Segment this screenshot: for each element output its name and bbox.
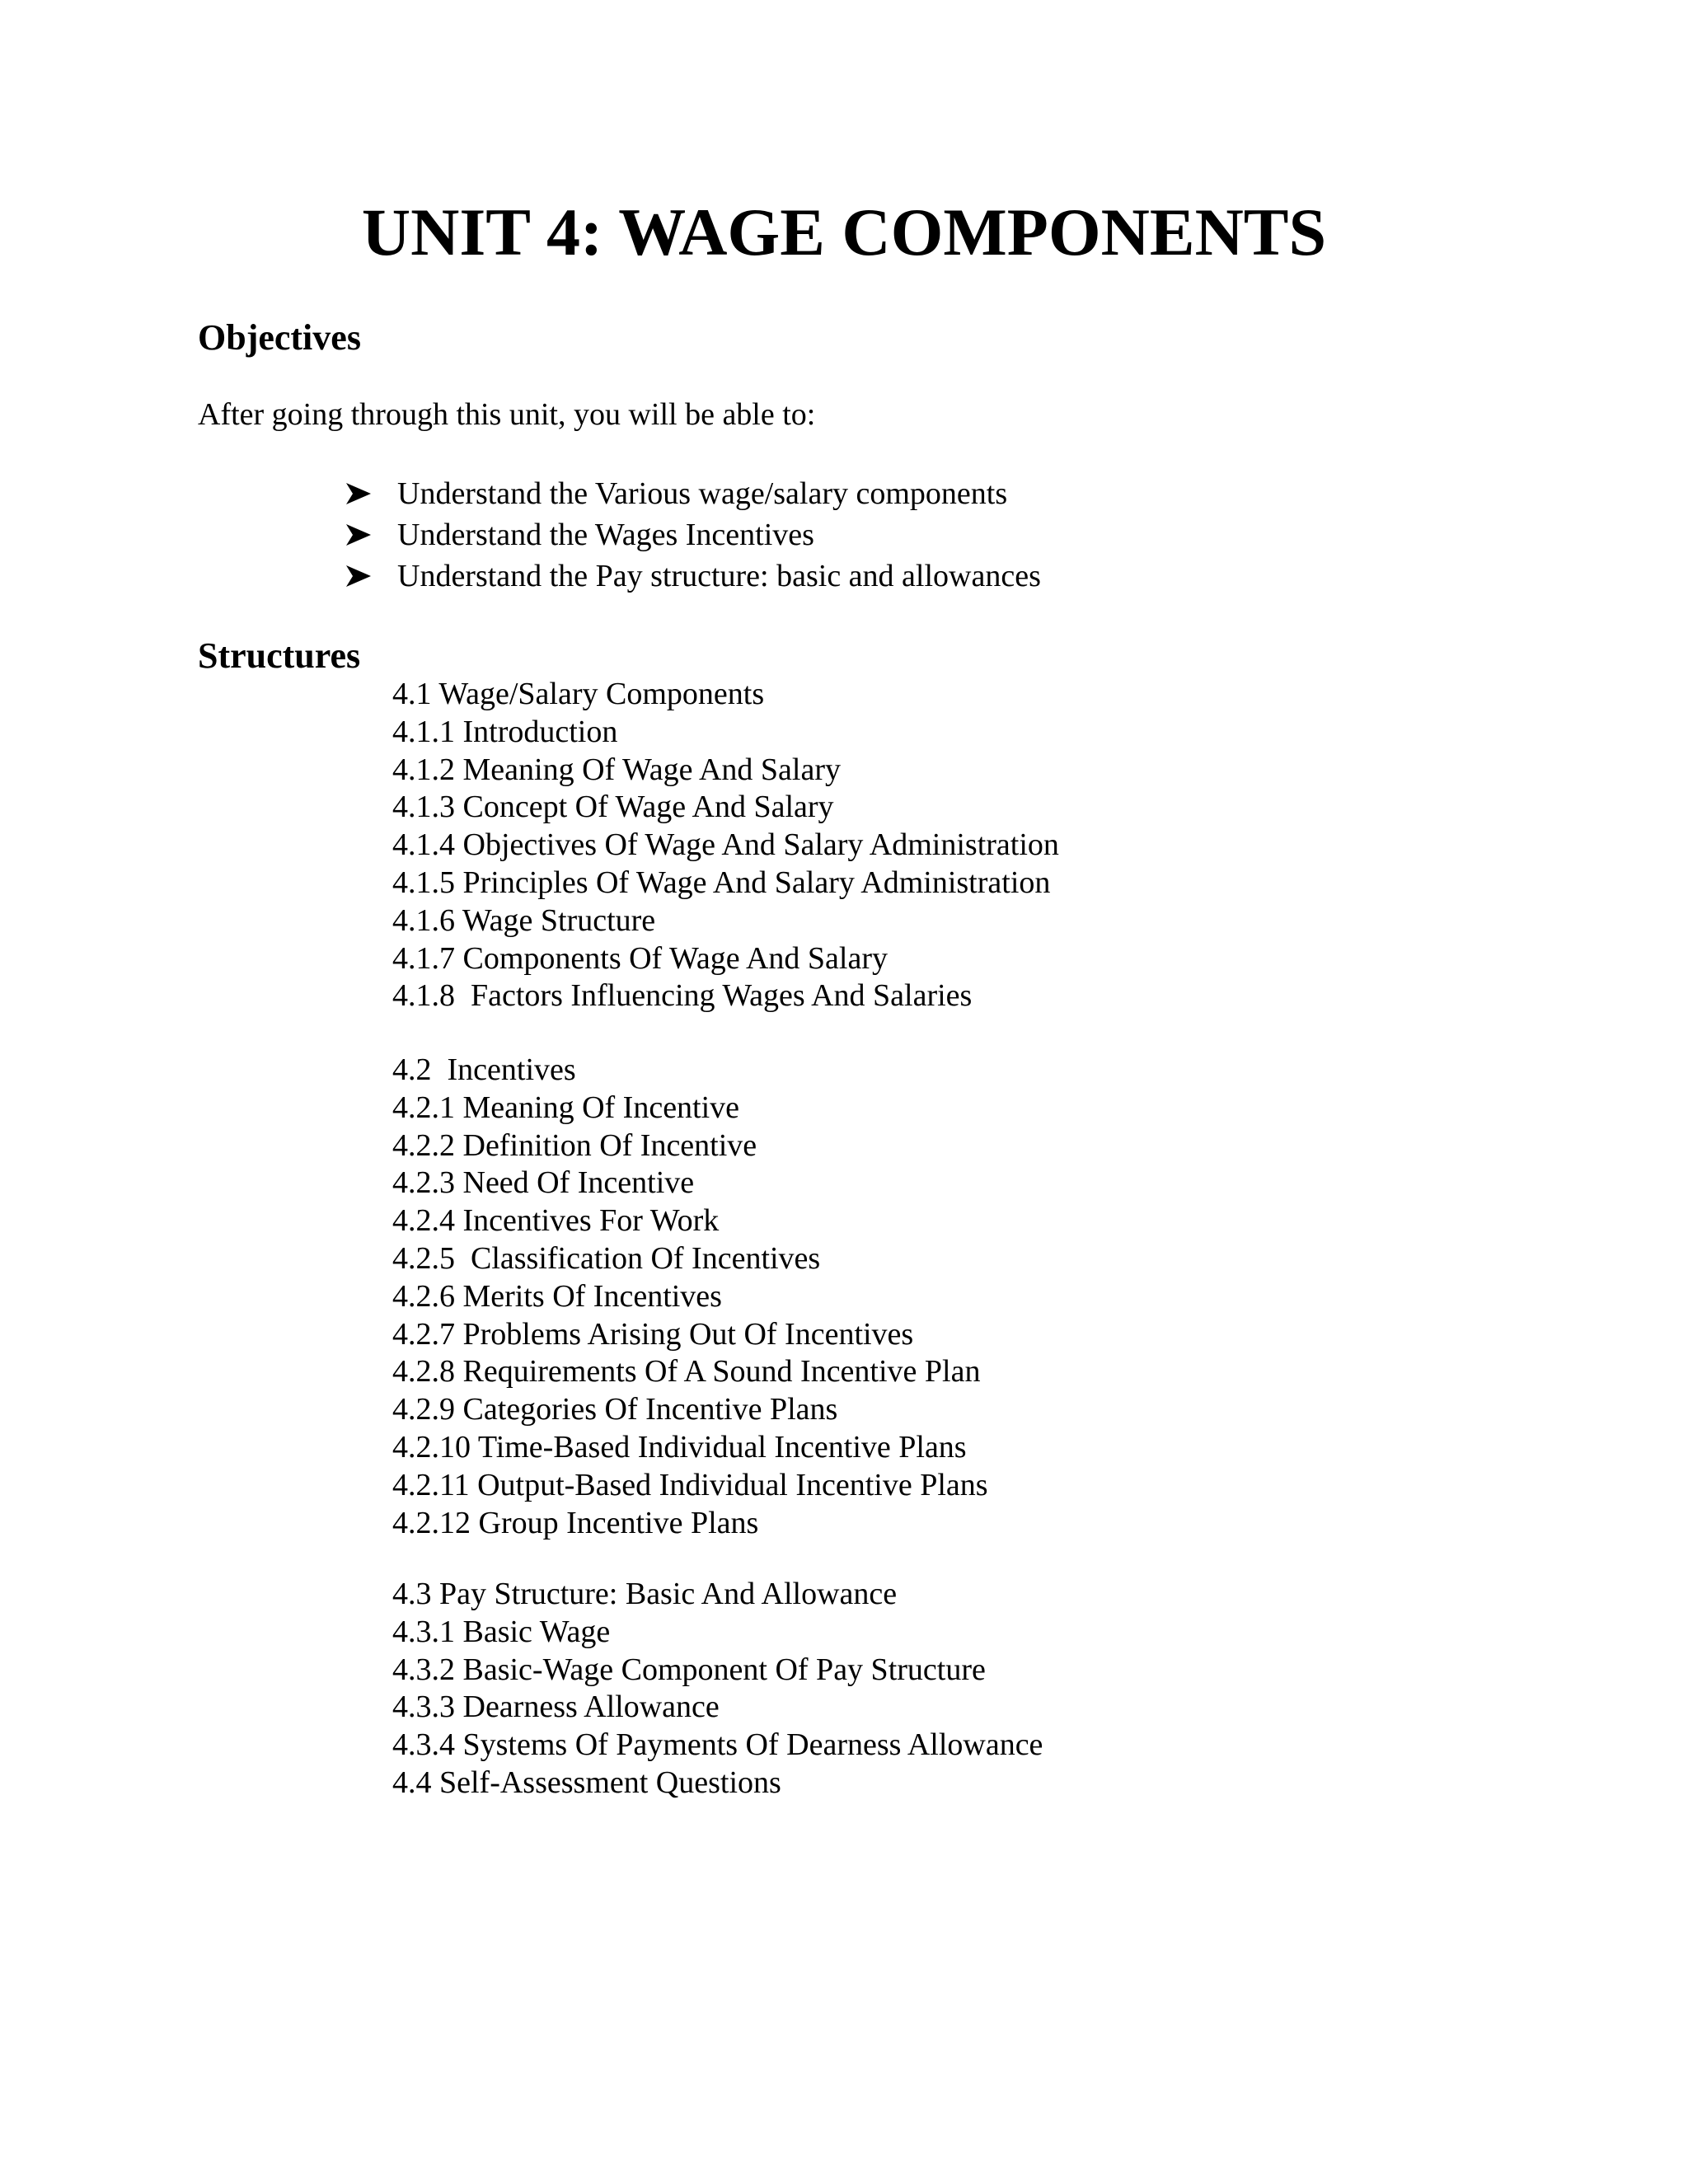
objective-item (345, 473, 1041, 514)
objective-text: Understand the Pay structure: basic and allowances (397, 559, 1041, 593)
toc-entry: 4.1.6 Wage Structure (392, 902, 656, 938)
toc-entry: 4.1 Wage/Salary Components (392, 677, 765, 711)
toc-entry: 4.1.7 Components Of Wage And Salary (392, 940, 889, 976)
toc-group-incentives (392, 1052, 988, 1542)
page-title: UNIT 4: WAGE COMPONENTS (361, 194, 1327, 269)
objective-text: Understand the Wages Incentives (397, 518, 814, 552)
toc-entry: 4.1.8 Factors Influencing Wages And Salaries (392, 978, 973, 1014)
objective-item (345, 555, 1041, 597)
objectives-intro: After going through this unit, you will be able to: (198, 397, 816, 432)
toc-entry: 4.2 Incentives (392, 1052, 576, 1087)
toc-entry: 4.1.3 Concept Of Wage And Salary (392, 790, 834, 825)
toc-entry: 4.2.12 Group Incentive Plans (392, 1505, 759, 1540)
toc-entry: 4.2.5 Classification Of Incentives (392, 1240, 821, 1276)
toc-entry: 4.2.7 Problems Arising Out Of Incentives (392, 1316, 914, 1352)
toc-entry: 4.1.4 Objectives Of Wage And Salary Administration (392, 827, 1059, 863)
toc-entry: 4.2.6 Merits Of Incentives (392, 1278, 722, 1314)
toc-entry: 4.2.2 Definition Of Incentive (392, 1127, 757, 1163)
toc-entry: 4.2.1 Meaning Of Incentive (392, 1090, 740, 1125)
toc-entry: 4.3 Pay Structure: Basic And Allowance (392, 1577, 898, 1611)
toc-entry: 4.1.5 Principles Of Wage And Salary Administration (392, 865, 1051, 900)
toc-entry: 4.4 Self-Assessment Questions (392, 1765, 781, 1800)
objectives-list (345, 473, 1041, 597)
toc-entry: 4.2.4 Incentives For Work (392, 1203, 720, 1239)
objectives-heading: Objectives (198, 317, 361, 358)
arrowhead-bullet-icon (345, 523, 373, 547)
toc-entry: 4.3.3 Dearness Allowance (392, 1690, 720, 1725)
toc-entry: 4.1.1 Introduction (392, 714, 618, 749)
toc-entry: 4.2.8 Requirements Of A Sound Incentive Plan (392, 1354, 981, 1390)
toc-entry: 4.1.2 Meaning Of Wage And Salary (392, 752, 841, 787)
arrowhead-bullet-icon (345, 481, 373, 506)
structures-heading: Structures (198, 635, 361, 676)
toc-group-wage-salary-components (392, 676, 1059, 1015)
toc-entry: 4.2.3 Need Of Incentive (392, 1165, 695, 1201)
objective-text: Understand the Various wage/salary components (397, 476, 1008, 511)
toc-entry: 4.3.1 Basic Wage (392, 1614, 611, 1649)
toc-entry: 4.2.10 Time-Based Individual Incentive Plans (392, 1429, 967, 1465)
toc-entry: 4.2.11 Output-Based Individual Incentive Plans (392, 1467, 988, 1502)
toc-entry: 4.2.9 Categories Of Incentive Plans (392, 1392, 838, 1427)
objective-item (345, 514, 1041, 555)
arrowhead-bullet-icon (345, 564, 373, 588)
toc-entry: 4.3.2 Basic-Wage Component Of Pay Structure (392, 1652, 986, 1687)
toc-group-pay-structure (392, 1576, 1043, 1802)
toc-entry: 4.3.4 Systems Of Payments Of Dearness Allowance (392, 1727, 1043, 1763)
